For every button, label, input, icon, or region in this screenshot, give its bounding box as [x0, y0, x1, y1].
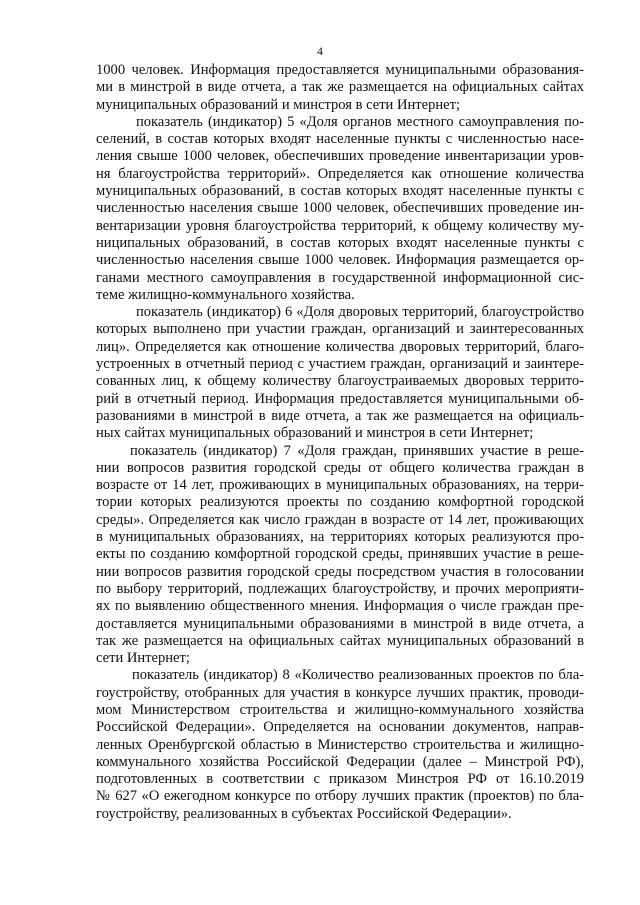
- body-line: ных сайтах муниципальных образований и минстроя в сети Интернет;: [96, 425, 534, 442]
- body-line: в муниципальных образованиях, на территориях которых реализуются про-: [96, 529, 584, 546]
- body-line: рий в отчетный период. Информация предоставляется муниципальными об-: [96, 390, 584, 407]
- body-line: селений, в состав которых входят населенные пункты с численностью насе-: [96, 131, 584, 148]
- body-line: численностью населения свыше 1000 человек, обеспечивших проведение ин-: [96, 200, 584, 217]
- body-line: ганами местного самоуправления в государственной информационной сис-: [96, 269, 584, 286]
- body-line: Российской Федерации». Определяется на основании документов, направ-: [96, 719, 584, 736]
- paragraph-start-line: показатель (индикатор) 5 «Доля органов местного самоуправления по-: [136, 113, 584, 130]
- paragraph-start-line: показатель (индикатор) 7 «Доля граждан, принявших участие в реше-: [130, 442, 584, 459]
- body-line: гоустройству, отобранных для участия в конкурсе лучших практик, проводи-: [96, 684, 584, 701]
- body-line: нии вопросов развития городской среды посредством участия в голосовании: [96, 563, 584, 580]
- body-line: по выбору территорий, подлежащих благоустройству, и прочих мероприяти-: [96, 580, 584, 597]
- body-line: которых выполнено при участии граждан, организаций и заинтересованных: [96, 321, 584, 338]
- body-line: тории которых реализуются проекты по созданию комфортной городской: [96, 494, 584, 511]
- body-line: вентаризации уровня благоустройства территорий, к общему количеству му-: [96, 217, 584, 234]
- body-line: возрасте от 14 лет, проживающих в муниципальных образованиях, на терри-: [96, 477, 584, 494]
- body-line: теме жилищно-коммунального хозяйства.: [96, 286, 355, 303]
- body-line: сованных лиц, к общему количеству благоустраиваемых дворовых террито-: [96, 373, 584, 390]
- body-line: екты по созданию комфортной городской среды, принявших участие в реше-: [96, 546, 584, 563]
- body-line: муниципальных образований и минстроя в сети Интернет;: [96, 96, 460, 113]
- body-line: ления свыше 1000 человек, обеспечивших проведение инвентаризации уров-: [96, 148, 584, 165]
- body-line: доставляется муниципальными образованиями в минстрой в виде отчета, а: [96, 615, 584, 632]
- body-line: коммунального хозяйства Российской Федерации (далее – Минстрой РФ),: [96, 753, 584, 770]
- body-line: лиц». Определяется как отношение количества дворовых территорий, благо-: [96, 338, 584, 355]
- body-line: подготовленных в соответствии с приказом Минстроя РФ от 16.10.2019: [96, 771, 584, 788]
- body-line: ми в минстрой в виде отчета, а так же размещается на официальных сайтах: [96, 79, 584, 96]
- body-line: ниципальных образований, в состав которых входят населенные пункты с: [96, 234, 584, 251]
- body-line: ленных Оренбургской областью в Министерство строительства и жилищно-: [96, 736, 584, 753]
- body-line: устроенных в отчетный период с участием граждан, организаций и заинтере-: [96, 356, 584, 373]
- paragraph-start-line: показатель (индикатор) 8 «Количество реализованных проектов по бла-: [132, 667, 584, 684]
- body-line: так же размещается на официальных сайтах муниципальных образований в: [96, 632, 584, 649]
- body-line: муниципальных образований, в состав которых входят населенные пункты с: [96, 183, 584, 200]
- paragraph-start-line: показатель (индикатор) 6 «Доля дворовых территорий, благоустройство: [136, 304, 584, 321]
- body-line: 1000 человек. Информация предоставляется муниципальными образования-: [96, 62, 584, 78]
- body-line: сети Интернет;: [96, 650, 190, 667]
- body-line: среды». Определяется как число граждан в возрасте от 14 лет, проживающих: [96, 511, 584, 528]
- body-line: гоустройству, реализованных в субъектах Российской Федерации».: [96, 805, 512, 822]
- body-line: нии вопросов развития городской среды от общего количества граждан в: [96, 459, 584, 476]
- body-line: мом Министерством строительства и жилищно-коммунального хозяйства: [96, 701, 584, 718]
- body-line: ня благоустройства территорий». Определяется как отношение количества: [96, 165, 584, 182]
- body-line: ях по выявлению общественного мнения. Информация о числе граждан пре-: [96, 598, 584, 615]
- body-line: численностью населения свыше 1000 человек. Информация размещается ор-: [96, 252, 584, 269]
- body-line: № 627 «О ежегодном конкурсе по отбору лучших практик (проектов) по бла-: [96, 788, 584, 805]
- page-number: 4: [317, 44, 323, 58]
- body-line: разованиями в минстрой в виде отчета, а так же размещается на официаль-: [96, 407, 584, 424]
- document-body: [96, 62, 584, 823]
